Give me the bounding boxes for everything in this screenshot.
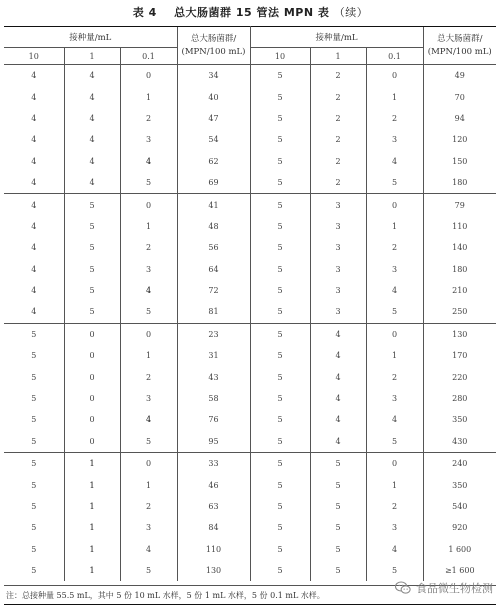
vol-10-count-right: 5: [250, 151, 310, 172]
vol-10-count-left: 5: [31, 394, 37, 404]
vol-0.1-count-left: 0: [120, 323, 177, 345]
vol-10-count-right: 5: [250, 474, 310, 495]
vol-10-count-left: 5: [31, 502, 37, 511]
mpn-value-left: 47: [177, 108, 250, 129]
vol-0.1-count-left: 0: [120, 194, 177, 216]
vol-0.1-count-right: 5: [366, 301, 423, 323]
mpn-value-left: 69: [177, 172, 250, 194]
vol-1-count-right: 5: [310, 496, 366, 517]
vol-0.1-count-right: 0: [366, 323, 423, 345]
table-row: [4, 151, 496, 172]
vol-0.1-count-right: 4: [366, 280, 423, 301]
vol-0.1-count-right: 3: [366, 517, 423, 538]
vol-10-count-left: 5: [31, 372, 37, 382]
vol-1-count-right: 5: [310, 474, 366, 495]
vol-10-count-left: 4: [31, 135, 37, 145]
vol-1-count-right: 3: [310, 259, 366, 280]
vol-10-count-right: 5: [250, 323, 310, 345]
vol-1-count-left: 1: [64, 474, 120, 495]
mpn-table-body: [4, 65, 496, 582]
vol-0.1-count-left: 1: [120, 86, 177, 107]
mpn-value-right: 540: [423, 496, 496, 517]
vol-0.1-count-left: 3: [120, 259, 177, 280]
vol-0.1-count-right: 2: [366, 237, 423, 258]
inoculum-header-left: 接种量/mL: [4, 27, 177, 48]
vol-10-count-left: 4: [31, 178, 37, 188]
mpn-value-left: 84: [177, 517, 250, 538]
vol-0.1-count-right: 3: [366, 388, 423, 409]
mpn-value-left: 56: [177, 237, 250, 258]
table-row: [4, 194, 496, 216]
vol-1-count-right: 5: [310, 539, 366, 560]
watermark-text: 食品微生物检测: [416, 582, 493, 595]
mpn-value-left: 64: [177, 259, 250, 280]
mpn-value-left: 62: [177, 151, 250, 172]
table-row: [4, 323, 496, 345]
vol-10-count-right: 5: [250, 560, 310, 581]
mpn-value-right: 220: [423, 366, 496, 387]
vol-1-count-right: 4: [310, 431, 366, 453]
vol-0.1-count-left: 2: [120, 108, 177, 129]
vol-1-count-right: 3: [310, 216, 366, 237]
vol-1-count-left: 1: [64, 496, 120, 517]
vol-1-count-left: 4: [64, 151, 120, 172]
vol-0.1-count-left: 0: [120, 65, 177, 87]
mpn-value-right: 110: [423, 216, 496, 237]
vol-10-count-left: 4: [31, 307, 37, 317]
vol-1-count-left: 5: [64, 301, 120, 323]
table-row: [4, 388, 496, 409]
table-row: [4, 237, 496, 258]
vol-0.1-count-left: 5: [120, 431, 177, 453]
vol-0.1-count-right: 1: [366, 216, 423, 237]
vol-0.1-count-right: 4: [366, 409, 423, 430]
vol-0.1-count-left: 3: [120, 129, 177, 150]
mpn-value-right: 79: [423, 194, 496, 216]
vol-1-count-right: 3: [310, 194, 366, 216]
vol-1-count-left: 5: [64, 237, 120, 258]
mpn-value-right: 1 600: [423, 539, 496, 560]
table-row: [4, 453, 496, 475]
vol-0.1-count-right: 2: [366, 108, 423, 129]
vol-10-count-left: 5: [31, 480, 37, 490]
vol-1-count-right: 2: [310, 129, 366, 150]
table-note: 注：总接种量 55.5 mL，其中 5 份 10 mL 水样，5 份 1 mL 水样，5 份 0.1 mL 水样。: [4, 585, 496, 605]
mpn-value-left: 76: [177, 409, 250, 430]
vol-1-count-right: 4: [310, 345, 366, 366]
mpn-value-right: 920: [423, 517, 496, 538]
mpn-value-right: ≥1 600: [423, 560, 496, 581]
vol-header-10-left: 10: [4, 48, 64, 65]
vol-1-count-right: 3: [310, 237, 366, 258]
table-row: [4, 65, 496, 87]
vol-0.1-count-right: 4: [366, 151, 423, 172]
vol-10-count-right: 5: [250, 301, 310, 323]
vol-10-count-left: 4: [31, 92, 37, 102]
mpn-value-left: 41: [177, 194, 250, 216]
vol-0.1-count-right: 3: [366, 129, 423, 150]
vol-1-count-left: 1: [64, 560, 120, 581]
mpn-value-left: 54: [177, 129, 250, 150]
table-row: [4, 301, 496, 323]
vol-1-count-right: 2: [310, 172, 366, 194]
mpn-value-left: 31: [177, 345, 250, 366]
vol-10-count-left: 5: [31, 436, 37, 446]
vol-10-count-left: 4: [31, 264, 37, 274]
vol-10-count-right: 5: [250, 388, 310, 409]
vol-10-count-left: 4: [31, 113, 37, 123]
vol-10-count-right: 5: [250, 194, 310, 216]
mpn-value-right: 140: [423, 237, 496, 258]
table-number: 表 4: [132, 6, 157, 19]
vol-1-count-left: 4: [64, 172, 120, 194]
mpn-header-left-line2: (MPN/100 mL): [181, 46, 246, 57]
mpn-value-right: 170: [423, 345, 496, 366]
table-row: [4, 474, 496, 495]
vol-10-count-left: 4: [4, 194, 64, 216]
table-row: [4, 259, 496, 280]
table-row: [4, 129, 496, 150]
mpn-header-right-line2: (MPN/100 mL): [427, 46, 492, 57]
table-row: [4, 409, 496, 430]
vol-header-1-left: 1: [64, 48, 120, 65]
vol-1-count-right: 5: [310, 560, 366, 581]
vol-0.1-count-right: 5: [366, 560, 423, 581]
vol-10-count-left: 5: [31, 415, 37, 425]
vol-0.1-count-right: 4: [366, 539, 423, 560]
vol-10-count-left: 4: [31, 221, 37, 231]
vol-10-count-left: 5: [4, 323, 64, 345]
vol-0.1-count-left: 5: [120, 301, 177, 323]
mpn-value-left: 72: [177, 280, 250, 301]
mpn-value-left: 81: [177, 301, 250, 323]
vol-10-count-right: 5: [250, 409, 310, 430]
mpn-value-right: 240: [423, 453, 496, 475]
vol-0.1-count-left: 4: [120, 151, 177, 172]
vol-1-count-right: 4: [310, 388, 366, 409]
vol-0.1-count-right: 0: [366, 453, 423, 475]
vol-10-count-right: 5: [250, 216, 310, 237]
vol-1-count-left: 1: [64, 453, 120, 475]
table-row: [4, 431, 496, 453]
vol-0.1-count-left: 1: [120, 216, 177, 237]
vol-1-count-left: 0: [64, 409, 120, 430]
mpn-value-right: 250: [423, 301, 496, 323]
vol-10-count-right: 5: [250, 129, 310, 150]
vol-header-1-right: 1: [310, 48, 366, 65]
vol-10-count-right: 5: [250, 517, 310, 538]
mpn-value-right: 180: [423, 259, 496, 280]
vol-0.1-count-left: 2: [120, 496, 177, 517]
vol-0.1-count-left: 1: [120, 345, 177, 366]
table-suffix: （续）: [333, 6, 369, 19]
inoculum-header-right: 接种量/mL: [250, 27, 423, 48]
vol-0.1-count-left: 2: [120, 366, 177, 387]
vol-1-count-left: 5: [64, 280, 120, 301]
mpn-header-right: [423, 27, 496, 65]
vol-1-count-right: 5: [310, 517, 366, 538]
table-row: [4, 366, 496, 387]
vol-header-10-right: 10: [250, 48, 310, 65]
mpn-value-left: 110: [177, 539, 250, 560]
table-row: [4, 216, 496, 237]
vol-1-count-right: 4: [310, 409, 366, 430]
vol-10-count-left: 4: [31, 156, 37, 166]
mpn-value-right: 120: [423, 129, 496, 150]
vol-1-count-left: 4: [64, 86, 120, 107]
vol-0.1-count-left: 4: [120, 539, 177, 560]
vol-10-count-right: 5: [250, 108, 310, 129]
vol-10-count-left: 5: [31, 351, 37, 361]
mpn-value-left: 63: [177, 496, 250, 517]
vol-0.1-count-right: 0: [366, 65, 423, 87]
mpn-value-right: 350: [423, 474, 496, 495]
table-row: [4, 345, 496, 366]
vol-1-count-left: 4: [64, 129, 120, 150]
vol-1-count-right: 2: [310, 86, 366, 107]
mpn-value-left: 43: [177, 366, 250, 387]
table-title: [0, 4, 501, 20]
vol-10-count-left: 4: [31, 243, 37, 253]
vol-0.1-count-right: 1: [366, 474, 423, 495]
vol-1-count-left: 1: [64, 539, 120, 560]
mpn-value-right: 130: [423, 323, 496, 345]
mpn-table: [4, 26, 496, 581]
vol-0.1-count-right: 2: [366, 496, 423, 517]
vol-1-count-left: 4: [64, 65, 120, 87]
vol-0.1-count-right: 5: [366, 172, 423, 194]
vol-1-count-right: 5: [310, 453, 366, 475]
mpn-value-right: 94: [423, 108, 496, 129]
vol-1-count-left: 1: [64, 517, 120, 538]
vol-10-count-right: 5: [250, 259, 310, 280]
vol-0.1-count-left: 2: [120, 237, 177, 258]
vol-1-count-left: 5: [64, 216, 120, 237]
vol-0.1-count-left: 5: [120, 560, 177, 581]
mpn-value-left: 95: [177, 431, 250, 453]
vol-0.1-count-left: 3: [120, 388, 177, 409]
mpn-value-left: 58: [177, 388, 250, 409]
vol-0.1-count-left: 1: [120, 474, 177, 495]
vol-1-count-left: 4: [64, 108, 120, 129]
mpn-value-left: 34: [177, 65, 250, 87]
mpn-value-left: 46: [177, 474, 250, 495]
vol-0.1-count-left: 3: [120, 517, 177, 538]
vol-10-count-right: 5: [250, 345, 310, 366]
vol-header-0.1-right: 0.1: [366, 48, 423, 65]
vol-0.1-count-left: 4: [120, 409, 177, 430]
table-row: [4, 517, 496, 538]
table-row: [4, 86, 496, 107]
mpn-header-right-line1: 总大肠菌群/: [437, 33, 483, 44]
vol-10-count-right: 5: [250, 172, 310, 194]
mpn-value-right: 49: [423, 65, 496, 87]
table-row: [4, 280, 496, 301]
vol-0.1-count-right: 1: [366, 345, 423, 366]
mpn-value-left: 130: [177, 560, 250, 581]
vol-0.1-count-left: 0: [120, 453, 177, 475]
mpn-value-right: 180: [423, 172, 496, 194]
vol-10-count-right: 5: [250, 453, 310, 475]
vol-1-count-right: 3: [310, 301, 366, 323]
vol-10-count-left: 5: [31, 523, 37, 533]
table-row: [4, 108, 496, 129]
mpn-value-right: 210: [423, 280, 496, 301]
vol-10-count-right: 5: [250, 237, 310, 258]
vol-0.1-count-left: 5: [120, 172, 177, 194]
vol-1-count-right: 2: [310, 151, 366, 172]
mpn-value-right: 70: [423, 86, 496, 107]
vol-10-count-left: 4: [31, 286, 37, 296]
vol-10-count-right: 5: [250, 539, 310, 560]
vol-10-count-right: 5: [250, 496, 310, 517]
vol-1-count-left: 0: [64, 388, 120, 409]
vol-1-count-left: 5: [64, 259, 120, 280]
vol-10-count-right: 5: [250, 86, 310, 107]
vol-1-count-right: 4: [310, 366, 366, 387]
vol-0.1-count-left: 4: [120, 280, 177, 301]
vol-10-count-right: 5: [250, 431, 310, 453]
vol-10-count-right: 5: [250, 366, 310, 387]
mpn-value-right: 280: [423, 388, 496, 409]
mpn-value-left: 23: [177, 323, 250, 345]
vol-0.1-count-right: 2: [366, 366, 423, 387]
mpn-value-left: 40: [177, 86, 250, 107]
vol-1-count-right: 2: [310, 65, 366, 87]
table-name: 总大肠菌群 15 管法 MPN 表: [174, 6, 330, 19]
vol-10-count-right: 5: [250, 280, 310, 301]
vol-0.1-count-right: 3: [366, 259, 423, 280]
vol-10-count-left: 5: [31, 566, 37, 576]
vol-0.1-count-right: 1: [366, 86, 423, 107]
mpn-value-left: 48: [177, 216, 250, 237]
vol-10-count-left: 4: [4, 65, 64, 87]
vol-1-count-left: 0: [64, 431, 120, 453]
mpn-value-right: 150: [423, 151, 496, 172]
vol-1-count-right: 3: [310, 280, 366, 301]
vol-1-count-left: 5: [64, 194, 120, 216]
mpn-header-left-line1: 总大肠菌群/: [190, 33, 237, 44]
vol-10-count-right: 5: [250, 65, 310, 87]
vol-10-count-left: 5: [31, 544, 37, 554]
vol-1-count-right: 2: [310, 108, 366, 129]
vol-1-count-left: 0: [64, 345, 120, 366]
vol-0.1-count-right: 5: [366, 431, 423, 453]
vol-1-count-left: 0: [64, 366, 120, 387]
wechat-icon: [394, 579, 412, 597]
watermark: [394, 579, 493, 597]
vol-header-0.1-left: 0.1: [120, 48, 177, 65]
table-row: [4, 172, 496, 194]
mpn-value-right: 350: [423, 409, 496, 430]
mpn-header-left: [177, 27, 250, 65]
table-row: [4, 539, 496, 560]
vol-0.1-count-right: 0: [366, 194, 423, 216]
mpn-value-left: 33: [177, 453, 250, 475]
vol-1-count-right: 4: [310, 323, 366, 345]
vol-1-count-left: 0: [64, 323, 120, 345]
table-row: [4, 496, 496, 517]
vol-10-count-left: 5: [4, 453, 64, 475]
mpn-value-right: 430: [423, 431, 496, 453]
